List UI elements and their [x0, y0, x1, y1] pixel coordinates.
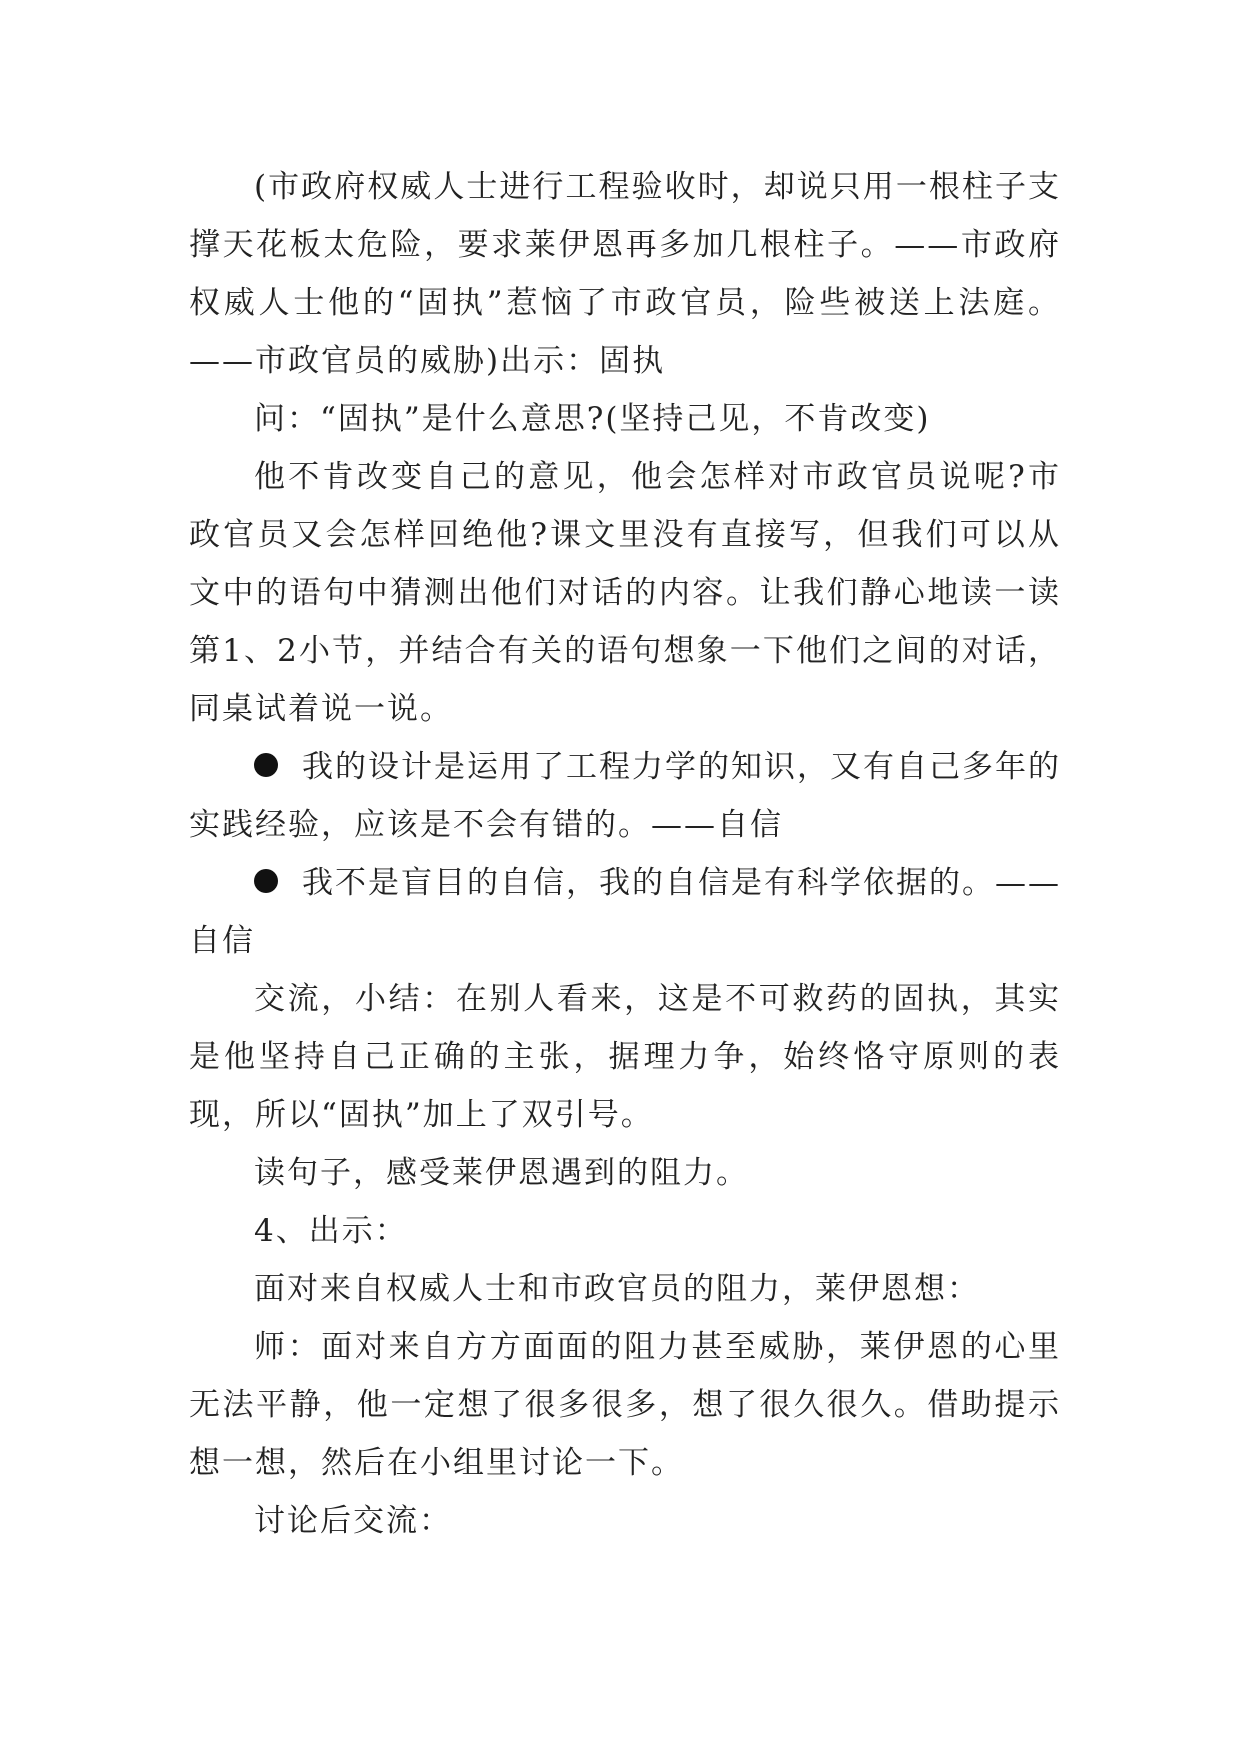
- paragraph: 面对来自权威人士和市政官员的阻力，莱伊恩想：: [254, 1271, 980, 1307]
- bullet-paragraph: [189, 738, 1061, 854]
- bullet-icon: [254, 869, 278, 893]
- bullet-text: 我不是盲目的自信，我的自信是有科学依据的。——自信: [189, 865, 1061, 959]
- paragraph: 他不肯改变自己的意见，他会怎样对市政官员说呢?市政官员又会怎样回绝他?课文里没有直接写，但我们可以从文中的语句中猜测出他们对话的内容。让我们静心地读一读第1、2小节，并结合有关的语句想象一下他们之间的对话，同桌试着说一说。: [189, 459, 1061, 727]
- bullet-icon: [254, 753, 278, 777]
- bullet-paragraph: [189, 854, 1061, 970]
- paragraph: 读句子，感受莱伊恩遇到的阻力。: [254, 1155, 749, 1191]
- bullet-text: 我的设计是运用了工程力学的知识，又有自己多年的实践经验，应该是不会有错的。——自信: [189, 749, 1061, 843]
- paragraph: 讨论后交流：: [254, 1503, 452, 1539]
- paragraph: 交流，小结：在别人看来，这是不可救药的固执，其实是他坚持自己正确的主张，据理力争，始终恪守原则的表现，所以“固执”加上了双引号。: [189, 981, 1061, 1133]
- paragraph: 问：“固执”是什么意思?(坚持己见，不肯改变): [254, 401, 931, 437]
- document-body: [189, 158, 1061, 1550]
- paragraph: 4、出示：: [254, 1213, 408, 1249]
- paragraph: 师：面对来自方方面面的阻力甚至威胁，莱伊恩的心里无法平静，他一定想了很多很多，想了很久很久。借助提示想一想，然后在小组里讨论一下。: [189, 1329, 1061, 1481]
- paragraph: (市政府权威人士进行工程验收时，却说只用一根柱子支撑天花板太危险，要求莱伊恩再多加几根柱子。——市政府权威人士他的“固执”惹恼了市政官员，险些被送上法庭。——市政官员的威胁)出示：固执: [189, 169, 1061, 379]
